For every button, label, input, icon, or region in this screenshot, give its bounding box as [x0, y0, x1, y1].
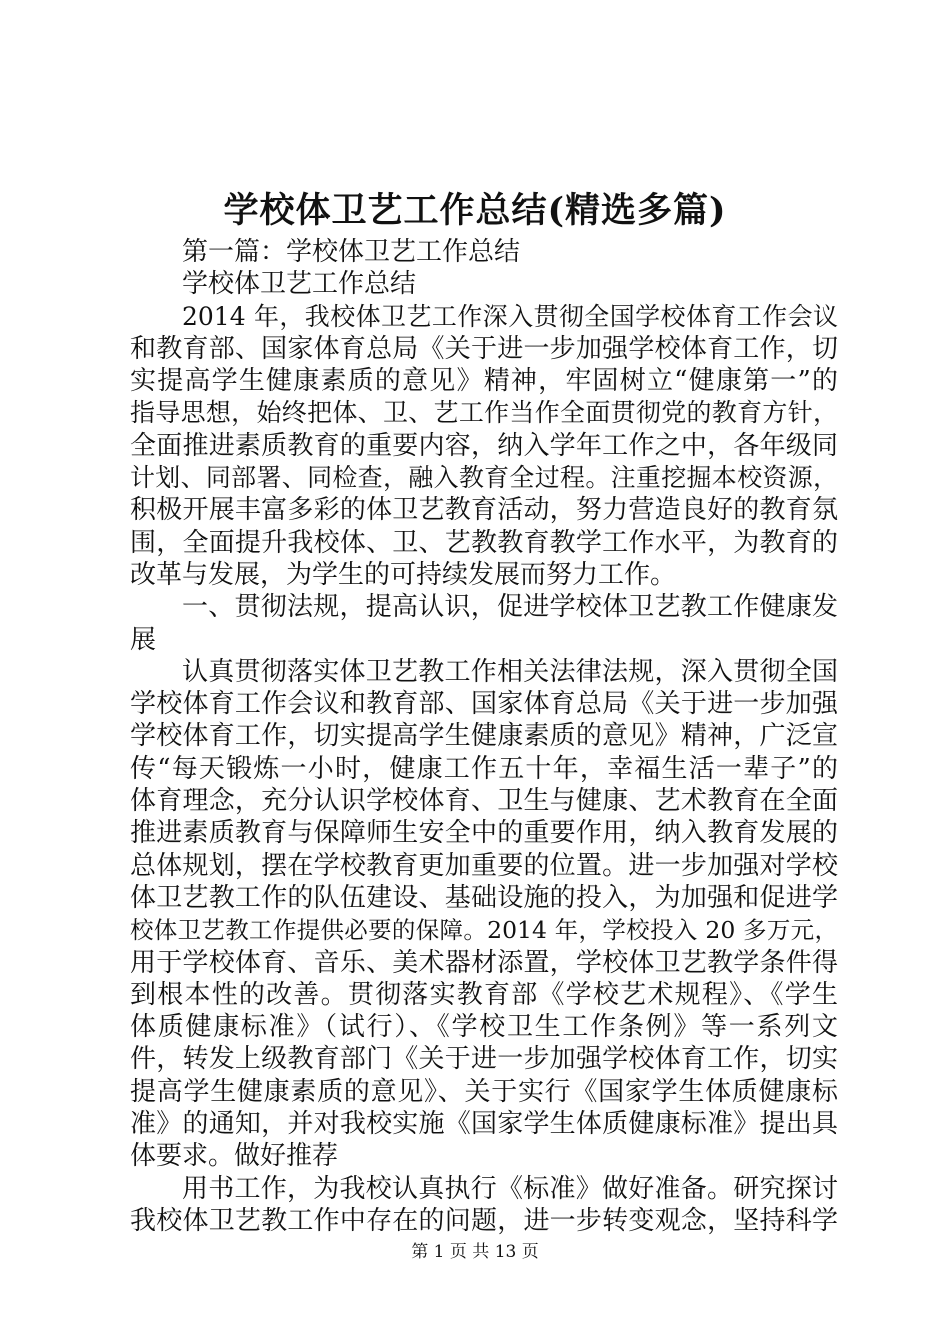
- body-line: 推进素质教育与保障师生安全中的重要作用，纳入教育发展的: [130, 818, 838, 849]
- body-line: 我校体卫艺教工作中存在的问题，进一步转变观念，坚持科学: [130, 1205, 838, 1236]
- body-line: 到根本性的改善。贯彻落实教育部《学校艺术规程》、《学生: [130, 979, 838, 1010]
- body-line: 用书工作，为我校认真执行《标准》做好准备。研究探讨: [182, 1173, 838, 1204]
- body-line: 提高学生健康素质的意见》、关于实行《国家学生体质健康标: [130, 1076, 838, 1107]
- body-line: 传“每天锻炼一小时，健康工作五十年，幸福生活一辈子”的: [130, 753, 838, 784]
- body-line: 改革与发展，为学生的可持续发展而努力工作。: [130, 559, 677, 590]
- body-line: 围，全面提升我校体、卫、艺教教育教学工作水平，为教育的: [130, 527, 838, 558]
- body-line: 学校体育工作会议和教育部、国家体育总局《关于进一步加强: [130, 689, 838, 720]
- body-line: 体育理念，充分认识学校体育、卫生与健康、艺术教育在全面: [130, 786, 838, 817]
- body-line: 准》的通知，并对我校实施《国家学生体质健康标准》提出具: [130, 1109, 838, 1140]
- document-body: [130, 236, 838, 1237]
- body-line: 学校体卫艺工作总结: [182, 269, 417, 300]
- body-line: 体卫艺教工作的队伍建设、基础设施的投入，为加强和促进学: [130, 882, 838, 913]
- body-line: 指导思想，始终把体、卫、艺工作当作全面贯彻党的教育方针，: [130, 398, 838, 428]
- body-line: 体要求。做好推荐: [130, 1141, 339, 1172]
- page-number-footer: 第 1 页 共 13 页: [411, 1242, 539, 1262]
- body-line: 件，转发上级教育部门《关于进一步加强学校体育工作，切实: [130, 1044, 838, 1075]
- section-heading-line: 展: [130, 624, 157, 655]
- body-line: 用于学校体育、音乐、美术器材添置，学校体卫艺教学条件得: [130, 947, 838, 978]
- body-line: 2014 年，我校体卫艺工作深入贯彻全国学校体育工作会议: [182, 301, 838, 331]
- body-line: 体质健康标准》（试行）、《学校卫生工作条例》等一系列文: [130, 1012, 838, 1043]
- body-line: 学校体育工作，切实提高学生健康素质的意见》精神，广泛宣: [130, 721, 838, 752]
- document-title: 学校体卫艺工作总结(精选多篇): [223, 190, 727, 231]
- section-heading-line: 一、贯彻法规，提高认识，促进学校体卫艺教工作健康发: [182, 592, 838, 623]
- body-line: 认真贯彻落实体卫艺教工作相关法律法规，深入贯彻全国: [182, 656, 838, 687]
- body-line: 校体卫艺教工作提供必要的保障。2014 年，学校投入 20 多万元，: [130, 916, 838, 945]
- body-line: 积极开展丰富多彩的体卫艺教育活动，努力营造良好的教育氛: [130, 495, 838, 526]
- body-line: 计划、同部署、同检查，融入教育全过程。注重挖掘本校资源，: [130, 463, 838, 493]
- body-line: 全面推进素质教育的重要内容，纳入学年工作之中，各年级同: [130, 430, 838, 461]
- body-line: 第一篇：学校体卫艺工作总结: [182, 237, 521, 267]
- body-line: 总体规划，摆在学校教育更加重要的位置。进一步加强对学校: [130, 850, 838, 881]
- body-line: 实提高学生健康素质的意见》精神，牢固树立“健康第一”的: [130, 366, 838, 397]
- body-line: 和教育部、国家体育总局《关于进一步加强学校体育工作，切: [130, 333, 838, 364]
